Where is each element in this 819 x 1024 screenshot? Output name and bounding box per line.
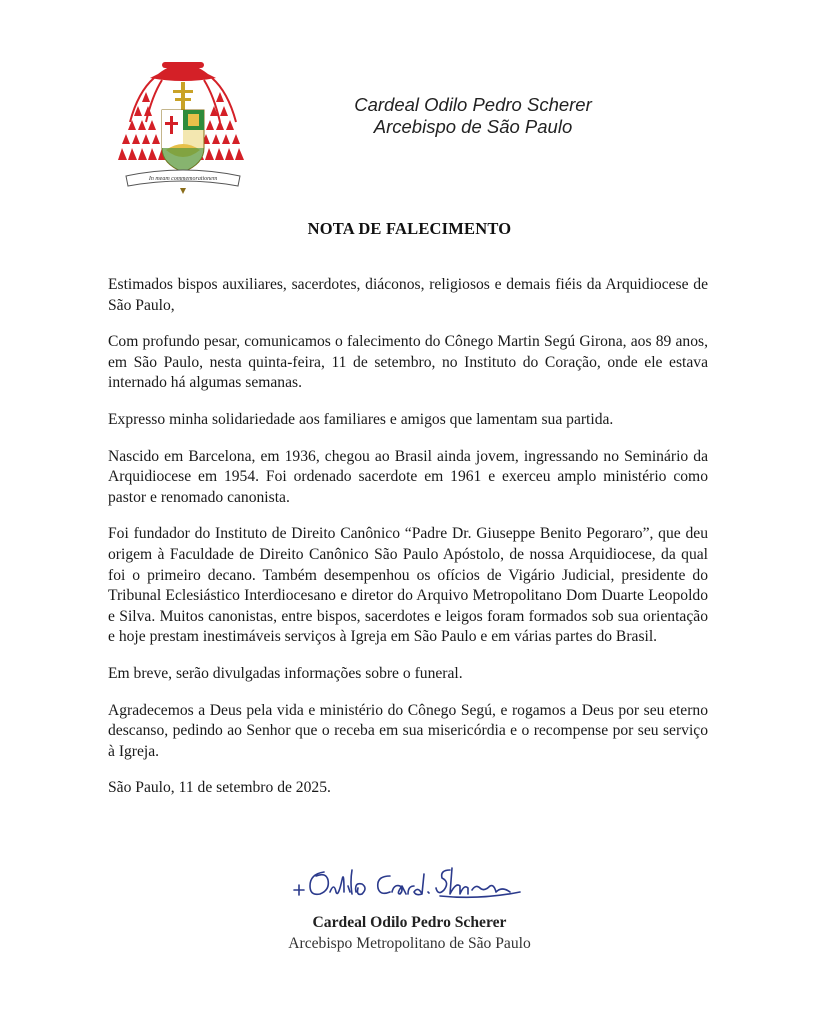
legacy-paragraph: Foi fundador do Instituto de Direito Canônico “Padre Dr. Giuseppe Benito Pegoraro”, que deu origem à Faculdade de Direito Canônico São Paulo Apóstolo, de nossa Arquidiocese, da qual foi o primeiro decano. Também desempenhou os ofícios de Vigário Judicial, presidente do Tribunal Eclesiástico Interdiocesano e diretor do Arquivo Metropolitano Dom Duarte Leopoldo e Silva. Muitos canonistas, entre bispos, sacerdotes e leigos foram formados sob sua orientação e hoje prestam inestimáveis serviços à Igreja em São Paulo e em várias partes do Brasil. xyxy=(108,525,708,646)
announcement-paragraph: Com profundo pesar, comunicamos o falecimento do Cônego Martin Segú Girona, aos 89 anos, em São Paulo, nesta quinta-feira, 11 de setembro, no Instituto do Coração, onde ele estava internado há algumas semanas. xyxy=(108,333,708,392)
biography-paragraph: Nascido em Barcelona, em 1936, chegou ao Brasil ainda jovem, ingressando no Seminário da Arquidiocese em 1954. Foi ordenado sacerdote em 1961 e exerceu amplo ministério como pastor e renomado canonista. xyxy=(108,447,708,506)
document-title: NOTA DE FALECIMENTO xyxy=(307,219,512,238)
letterhead-name: Cardeal Odilo Pedro Scherer xyxy=(354,94,592,115)
coat-of-arms-icon xyxy=(118,52,248,202)
prayer-paragraph: Agradecemos a Deus pela vida e ministério do Cônego Segú, e rogamos a Deus por seu eterno descanso, pedindo ao Senhor que o receba em sua misericórdia e o recompense por seu serviço à Igreja. xyxy=(108,701,708,760)
handwritten-signature xyxy=(290,862,530,906)
signatory-role: Arcebispo Metropolitano de São Paulo xyxy=(288,935,531,952)
condolence-paragraph: Expresso minha solidariedade aos familiares e amigos que lamentam sua partida. xyxy=(108,410,614,428)
letter-body xyxy=(108,275,708,815)
letterhead-title: Arcebispo de São Paulo xyxy=(373,116,573,137)
funeral-info-paragraph: Em breve, serão divulgadas informações sobre o funeral. xyxy=(108,664,463,682)
crest-motto: In meam commemorationem xyxy=(148,176,218,182)
signatory-name: Cardeal Odilo Pedro Scherer xyxy=(312,914,507,931)
greeting-paragraph: Estimados bispos auxiliares, sacerdotes, diáconos, religiosos e demais fiéis da Arquidiocese de São Paulo, xyxy=(108,276,708,314)
letterhead xyxy=(318,94,628,138)
date-line: São Paulo, 11 de setembro de 2025. xyxy=(108,779,331,797)
